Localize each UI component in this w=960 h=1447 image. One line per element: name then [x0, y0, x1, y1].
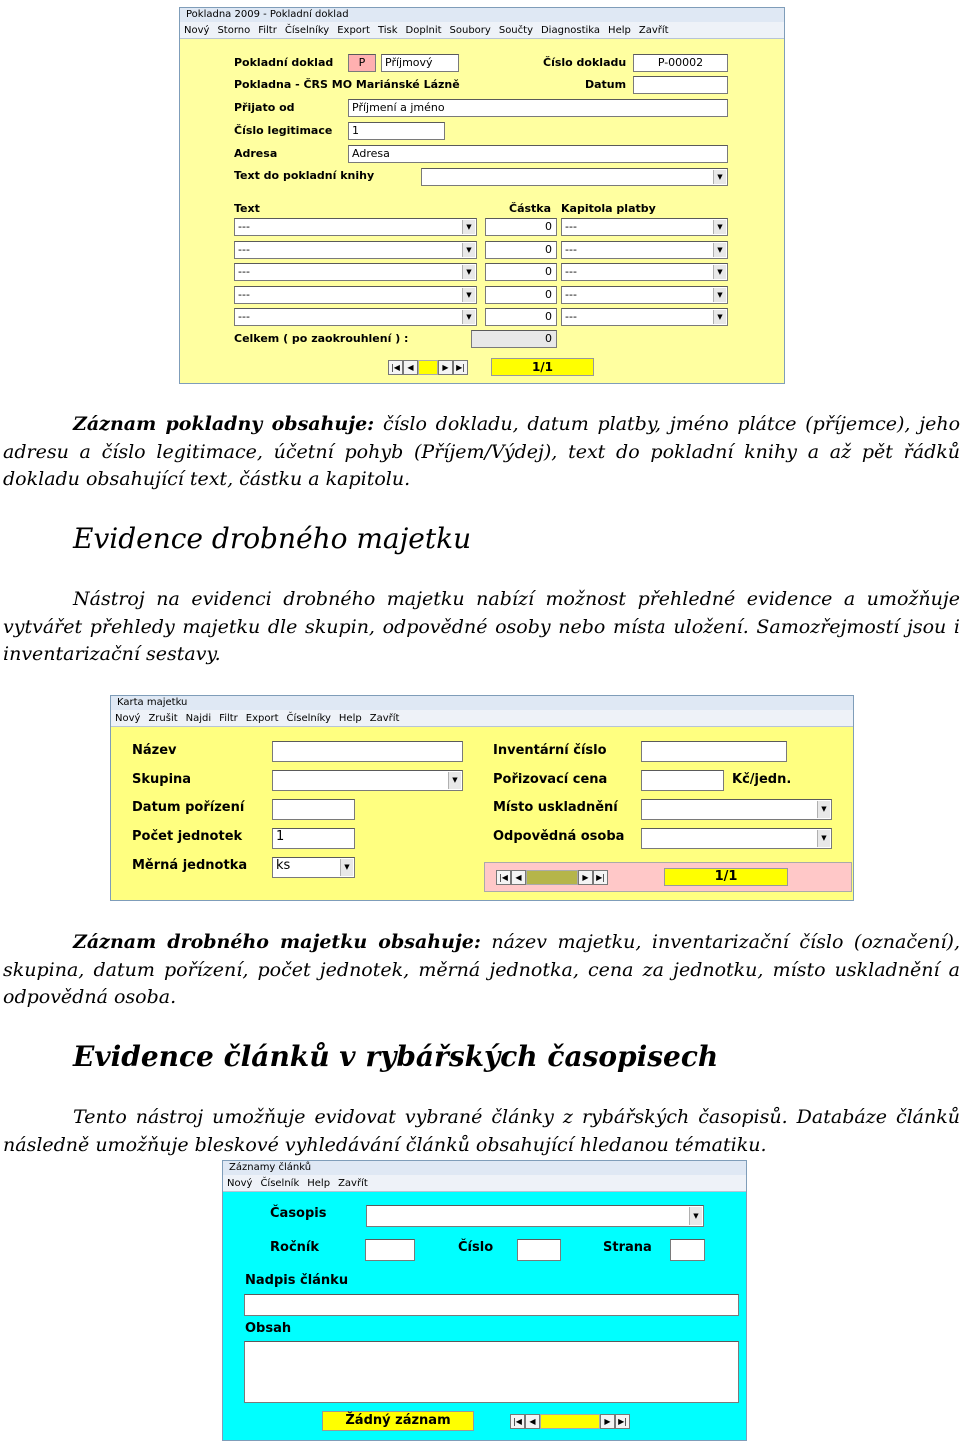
menu-item-tisk[interactable]: Tisk [377, 24, 398, 36]
menu-item-ciselniky[interactable]: Číselníky [284, 24, 330, 36]
row-text-select[interactable] [234, 308, 477, 326]
pocet-jednotek-label: Počet jednotek [132, 829, 243, 844]
chevron-down-icon[interactable]: ▼ [462, 310, 475, 324]
cislo-dokladu-field[interactable]: P-00002 [633, 54, 728, 72]
nadpis-clanku-label: Nadpis článku [245, 1273, 349, 1288]
odpovedna-osoba-label: Odpovědná osoba [493, 829, 625, 844]
menu-item-zavrit[interactable]: Zavřít [369, 712, 400, 724]
cislo-legitimace-label: Číslo legitimace [234, 124, 333, 137]
clanky-intro [3, 1104, 960, 1159]
row-kapitola-select[interactable] [561, 241, 728, 259]
celkem-field: 0 [471, 330, 557, 348]
menu-item-export[interactable]: Export [245, 712, 279, 724]
pokladna-description-lead: Záznam pokladny obsahuje: [73, 413, 375, 435]
col-castka-header: Částka [509, 202, 552, 215]
chevron-down-icon[interactable]: ▼ [713, 310, 726, 324]
menu-item-diagnostika[interactable]: Diagnostika [540, 24, 601, 36]
nazev-field[interactable] [272, 741, 463, 762]
menu-item-help[interactable]: Help [307, 1177, 331, 1189]
menu-item-ciselniky[interactable]: Číselníky [286, 712, 331, 724]
record-scroll-track[interactable] [526, 870, 578, 885]
record-navigator [388, 358, 468, 376]
record-scroll-track[interactable] [418, 360, 438, 375]
menu-item-export[interactable]: Export [337, 24, 370, 36]
row-castka-field[interactable]: 0 [485, 308, 557, 326]
row-text-value: --- [238, 265, 250, 278]
menu-bar [180, 22, 784, 39]
pokladna-description-body: číslo dokladu, datum platby, jméno plátce (příjemce), jeho adresu a číslo legitimace, účetní pohyb (Příjem/Výdej), text do pokladní knihy a až pět řádků dokladu obsahující text, částku a kapitolu. [3, 413, 960, 490]
row-text-value: --- [238, 288, 250, 301]
record-counter: 1/1 [491, 358, 594, 376]
menu-item-help[interactable]: Help [338, 712, 362, 724]
prev-record-icon[interactable]: ◀ [525, 1414, 540, 1429]
menu-item-ciselnik[interactable]: Číselník [260, 1177, 300, 1189]
pokladna-label: Pokladna - ČRS MO Mariánské Lázně [234, 78, 460, 91]
strana-field[interactable] [670, 1239, 705, 1261]
next-record-icon[interactable]: ▶ [438, 360, 453, 375]
menu-item-filtr[interactable]: Filtr [258, 24, 277, 36]
row-castka-field[interactable]: 0 [485, 263, 557, 281]
obsah-label: Obsah [245, 1321, 292, 1336]
majetek-description-text [3, 929, 960, 1012]
inventarni-cislo-field[interactable] [641, 741, 787, 762]
adresa-label: Adresa [234, 147, 278, 160]
text-kniha-label: Text do pokladní knihy [234, 169, 375, 182]
menu-item-soucty[interactable]: Součty [498, 24, 533, 36]
col-text-header: Text [234, 202, 260, 215]
celkem-label: Celkem ( po zaokrouhlení ) : [234, 332, 409, 345]
row-kapitola-select[interactable] [561, 218, 728, 236]
misto-uskladneni-select[interactable] [641, 799, 832, 820]
prijato-od-field[interactable]: Příjmení a jméno [348, 99, 728, 117]
chevron-down-icon[interactable]: ▼ [713, 288, 726, 302]
next-record-icon[interactable]: ▶ [578, 870, 593, 885]
inventarni-cislo-label: Inventární číslo [493, 743, 607, 758]
row-kapitola-value: --- [565, 265, 577, 278]
skupina-label: Skupina [132, 772, 192, 787]
menu-bar [111, 710, 853, 727]
chevron-down-icon[interactable]: ▼ [713, 170, 726, 184]
next-record-icon[interactable]: ▶ [600, 1414, 615, 1429]
text-kniha-select[interactable] [421, 168, 728, 186]
majetek-intro [3, 586, 960, 669]
majetek-intro-text: Nástroj na evidenci drobného majetku nabízí možnost přehledné evidence a umožňuje vytvářet přehledy majetku dle skupin, odpovědné osoby nebo místa uložení. Samozřejmostí jsou i inventarizační sestavy. [3, 588, 960, 665]
pokladna-description-text [3, 411, 960, 494]
menu-item-zrusit[interactable]: Zrušit [148, 712, 178, 724]
cena-unit-label: Kč/jedn. [732, 772, 792, 787]
row-text-select[interactable] [234, 286, 477, 304]
first-record-icon[interactable]: |◀ [496, 870, 511, 885]
cislo-field[interactable] [517, 1239, 561, 1261]
casopis-label: Časopis [270, 1206, 327, 1221]
obsah-field[interactable] [244, 1341, 739, 1403]
menu-item-zavrit[interactable]: Zavřít [338, 1177, 368, 1189]
row-kapitola-value: --- [565, 288, 577, 301]
misto-uskladneni-label: Místo uskladnění [493, 800, 618, 815]
prijato-od-label: Přijato od [234, 101, 295, 114]
cislo-legitimace-field[interactable]: 1 [348, 122, 445, 140]
window-title: Pokladna 2009 - Pokladní doklad [180, 8, 784, 22]
porizovaci-cena-field[interactable] [641, 770, 724, 791]
nazev-label: Název [132, 743, 177, 758]
chevron-down-icon[interactable]: ▼ [462, 243, 475, 257]
merna-jednotka-select[interactable] [272, 857, 355, 878]
merna-jednotka-label: Měrná jednotka [132, 858, 248, 873]
row-text-value: --- [238, 220, 250, 233]
record-counter: 1/1 [664, 868, 788, 886]
menu-item-help[interactable]: Help [608, 24, 631, 36]
first-record-icon[interactable]: |◀ [388, 360, 403, 375]
status-indicator: Žádný záznam [322, 1411, 474, 1431]
row-castka-field[interactable]: 0 [485, 241, 557, 259]
clanky-window [222, 1160, 747, 1441]
menu-item-filtr[interactable]: Filtr [219, 712, 238, 724]
record-navigator [496, 868, 608, 886]
menu-item-doplnit[interactable]: Doplnit [405, 24, 442, 36]
chevron-down-icon[interactable]: ▼ [462, 265, 475, 279]
row-kapitola-select[interactable] [561, 286, 728, 304]
rocnik-label: Ročník [270, 1240, 320, 1255]
row-kapitola-value: --- [565, 243, 577, 256]
menu-item-storno[interactable]: Storno [217, 24, 251, 36]
datum-label: Datum [585, 78, 627, 91]
chevron-down-icon[interactable]: ▼ [462, 220, 475, 234]
pokladna-window [179, 7, 785, 384]
chevron-down-icon[interactable]: ▼ [462, 288, 475, 302]
menu-item-novy[interactable]: Nový [184, 24, 210, 36]
prev-record-icon[interactable]: ◀ [403, 360, 418, 375]
majetek-window [110, 695, 854, 901]
last-record-icon[interactable]: ▶| [593, 870, 608, 885]
menu-item-najdi[interactable]: Najdi [185, 712, 212, 724]
menu-item-novy[interactable]: Nový [115, 712, 141, 724]
menu-item-zavrit[interactable]: Zavřít [638, 24, 669, 36]
chevron-down-icon[interactable]: ▼ [689, 1207, 702, 1225]
cislo-dokladu-label: Číslo dokladu [543, 56, 627, 69]
adresa-field[interactable]: Adresa [348, 145, 728, 163]
row-kapitola-select[interactable] [561, 308, 728, 326]
row-kapitola-value: --- [565, 220, 577, 233]
chevron-down-icon[interactable]: ▼ [713, 265, 726, 279]
datum-field[interactable] [633, 76, 728, 94]
merna-jednotka-value: ks [276, 858, 291, 873]
row-kapitola-select[interactable] [561, 263, 728, 281]
record-navigator [510, 1412, 630, 1430]
record-scroll-track[interactable] [540, 1414, 600, 1429]
row-text-select[interactable] [234, 218, 477, 236]
section-heading-clanky: Evidence článků v rybářských časopisech [73, 1040, 719, 1073]
doc-type-code[interactable]: P [348, 54, 376, 72]
section-heading-majetek: Evidence drobného majetku [73, 522, 472, 555]
row-text-value: --- [238, 310, 250, 323]
cislo-label: Číslo [458, 1240, 494, 1255]
row-kapitola-value: --- [565, 310, 577, 323]
skupina-select[interactable] [272, 770, 463, 791]
datum-porizeni-field[interactable] [272, 799, 355, 820]
prev-record-icon[interactable]: ◀ [511, 870, 526, 885]
chevron-down-icon[interactable]: ▼ [713, 220, 726, 234]
col-kapitola-header: Kapitola platby [561, 202, 656, 215]
last-record-icon[interactable]: ▶| [615, 1414, 630, 1429]
chevron-down-icon[interactable]: ▼ [448, 772, 461, 789]
pocet-jednotek-field[interactable]: 1 [272, 828, 355, 849]
row-text-select[interactable] [234, 263, 477, 281]
pokladna-description [3, 411, 960, 494]
doc-type-value: Příjmový [385, 56, 433, 69]
chevron-down-icon[interactable]: ▼ [340, 859, 353, 876]
menu-item-novy[interactable]: Nový [227, 1177, 253, 1189]
majetek-description [3, 929, 960, 1012]
row-text-select[interactable] [234, 241, 477, 259]
pokladni-doklad-label: Pokladní doklad [234, 56, 334, 69]
odpovedna-osoba-select[interactable] [641, 828, 832, 849]
casopis-select[interactable] [366, 1205, 704, 1227]
menu-item-soubory[interactable]: Soubory [449, 24, 491, 36]
row-text-value: --- [238, 243, 250, 256]
majetek-description-lead: Záznam drobného majetku obsahuje: [73, 931, 481, 953]
majetek-description-body: název majetku, inventarizační číslo (označení), skupina, datum pořízení, počet jednotek, měrná jednotka, cena za jednotku, místo uskladnění a odpovědná osoba. [3, 931, 960, 1008]
row-castka-field[interactable]: 0 [485, 286, 557, 304]
row-castka-field[interactable]: 0 [485, 218, 557, 236]
first-record-icon[interactable]: |◀ [510, 1414, 525, 1429]
chevron-down-icon[interactable]: ▼ [713, 243, 726, 257]
rocnik-field[interactable] [365, 1239, 415, 1261]
clanky-intro-text: Tento nástroj umožňuje evidovat vybrané články z rybářských časopisů. Databáze článků následně umožňuje bleskové vyhledávání článků obsahující hledanou tématiku. [3, 1106, 960, 1156]
datum-porizeni-label: Datum pořízení [132, 800, 245, 815]
window-title: Karta majetku [111, 696, 853, 710]
chevron-down-icon[interactable]: ▼ [817, 830, 830, 847]
last-record-icon[interactable]: ▶| [453, 360, 468, 375]
chevron-down-icon[interactable]: ▼ [817, 801, 830, 818]
menu-bar [223, 1175, 746, 1192]
nadpis-clanku-field[interactable] [244, 1294, 739, 1316]
window-title: Záznamy článků [223, 1161, 746, 1175]
doc-type-select[interactable] [381, 54, 459, 72]
strana-label: Strana [603, 1240, 652, 1255]
porizovaci-cena-label: Pořizovací cena [493, 772, 608, 787]
